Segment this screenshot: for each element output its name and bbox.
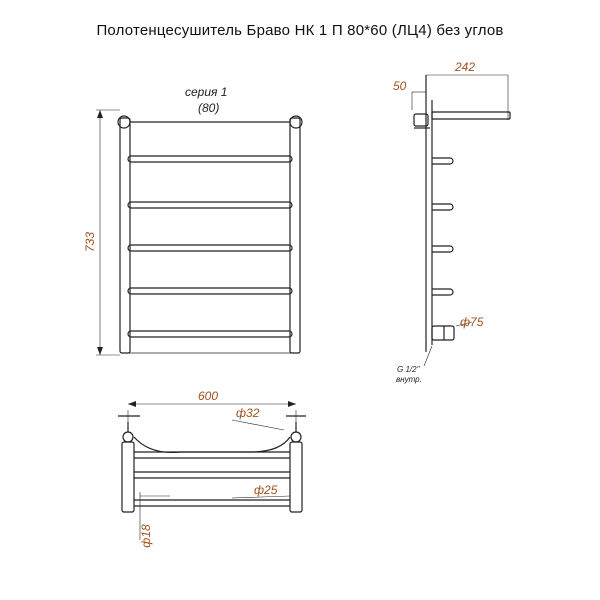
rung [128,156,292,162]
rung-profile [432,246,453,252]
diameter-18-dimension: ф18 [139,524,153,548]
fitting-right [291,432,301,442]
right-rail [290,118,300,353]
width-dimension: 600 [198,389,219,403]
rung [128,331,292,337]
right-post [290,442,302,512]
thread-sublabel: внутр. [396,375,422,384]
left-post [122,442,134,512]
depth-242-dimension: 242 [455,60,476,74]
height-dimension: 733 [83,231,97,253]
diameter-32-dimension: ф32 [236,406,260,420]
thread-label: G 1/2" [397,365,420,374]
series-value: (80) [198,101,220,115]
diameter-75-dimension: ф75 [460,315,484,329]
depth-50-dimension: 50 [393,79,407,93]
rung [128,245,292,251]
top-shelf [432,112,510,119]
rung-profile [432,158,453,164]
fitting-left [123,432,133,442]
rung-profile [432,204,453,210]
diameter-25-dimension: ф25 [254,483,278,497]
series-label: серия 1 [185,85,228,99]
left-rail [120,118,130,353]
top-view [118,401,306,540]
bottom-connection [432,326,454,340]
drawing-title: Полотенцесушитель Браво НК 1 П 80*60 (ЛЦ4) без углов [96,22,504,39]
rung [128,288,292,294]
rung-profile [432,289,453,295]
front-view [96,110,302,355]
rung [128,202,292,208]
